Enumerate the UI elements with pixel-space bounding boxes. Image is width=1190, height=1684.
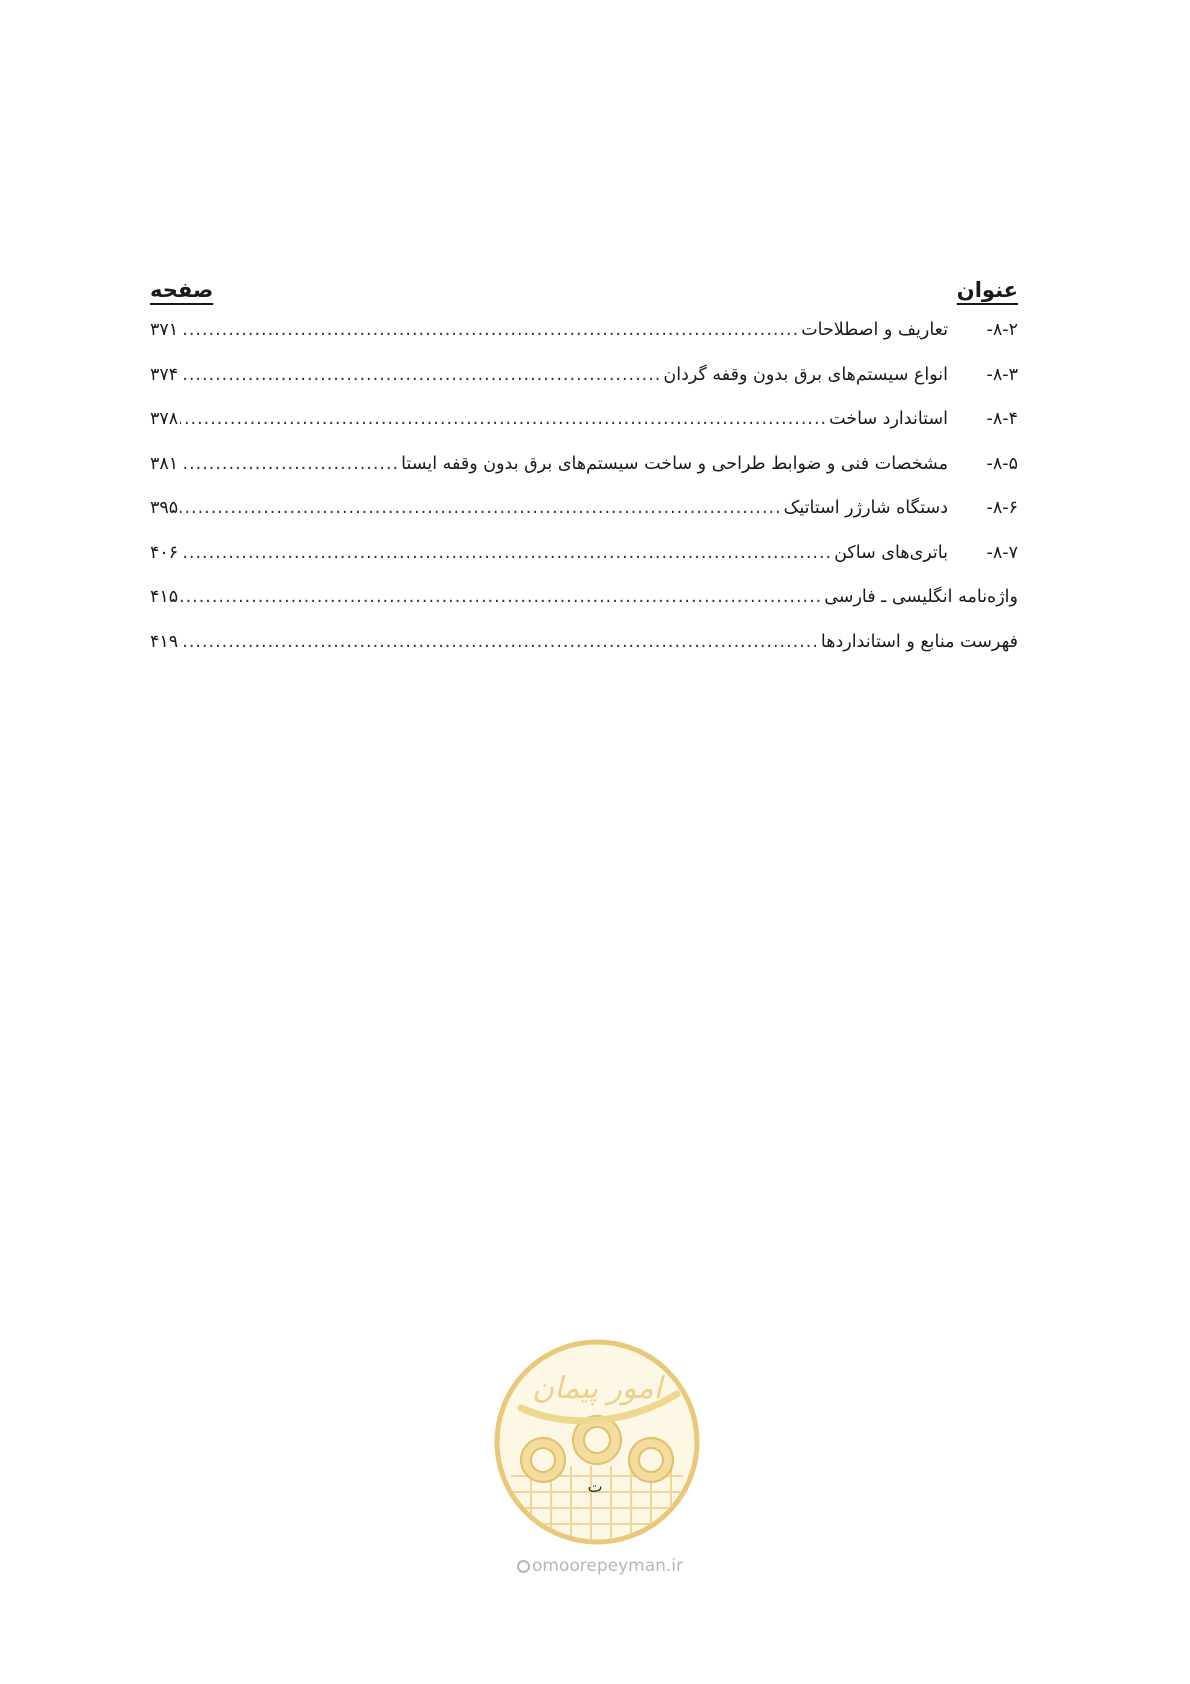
toc-entry[interactable] — [150, 632, 1018, 677]
entry-page: ۳۷۴ — [150, 364, 179, 385]
toc-entry[interactable] — [150, 587, 1018, 632]
entry-page: ۳۸۱ — [150, 453, 179, 474]
entry-number: ۸-۵- — [986, 453, 1018, 474]
entry-title: فهرست منابع و استانداردها — [820, 631, 1018, 652]
entry-number: ۸-۲- — [986, 320, 1018, 340]
watermark-url: omoorepeyman.ir — [500, 1556, 700, 1576]
entry-number: ۸-۴- — [986, 409, 1018, 429]
entry-page: ۴۱۵ — [150, 587, 179, 607]
globe-icon — [517, 1560, 530, 1573]
entry-title: تعاریف و اصطلاحات — [801, 320, 948, 340]
toc-header — [150, 262, 1018, 302]
entry-page: ۴۱۹ — [150, 631, 179, 652]
toc-entry[interactable] — [150, 498, 1018, 543]
toc-entry[interactable] — [150, 543, 1018, 588]
title-column-header: عنوان — [956, 278, 1018, 302]
table-of-contents — [150, 262, 1018, 676]
entry-number: ۸-۷- — [986, 542, 1018, 563]
page-column-header: صفحه — [150, 278, 214, 302]
toc-entry[interactable] — [150, 454, 1018, 499]
entry-page: ۳۷۸ — [150, 409, 179, 429]
toc-entry[interactable] — [150, 365, 1018, 410]
entry-page: ۳۷۱ — [150, 320, 179, 340]
leader-dots — [180, 498, 781, 518]
leader-dots — [180, 632, 819, 652]
entry-page: ۳۹۵ — [150, 498, 179, 518]
toc-entry[interactable] — [150, 409, 1018, 454]
leader-dots — [180, 454, 399, 474]
entry-title: انواع سیستم‌های برق بدون وقفه گردان — [663, 364, 948, 385]
entry-number: ۸-۶- — [986, 498, 1018, 518]
watermark-seal-icon — [491, 1336, 703, 1548]
entry-title: باتری‌های ساکن — [834, 542, 948, 563]
entry-page: ۴۰۶ — [150, 542, 179, 563]
leader-dots — [180, 409, 827, 429]
entry-title: واژه‌نامه انگلیسی ـ فارسی — [824, 587, 1018, 607]
leader-dots — [180, 365, 661, 385]
page-number: ت — [587, 1477, 603, 1496]
leader-dots — [180, 587, 822, 607]
toc-entry[interactable] — [150, 320, 1018, 365]
entry-title: استاندارد ساخت — [829, 409, 948, 429]
svg-text:امور پیمان: امور پیمان — [532, 1371, 662, 1406]
entry-number: ۸-۳- — [986, 364, 1018, 385]
entry-title: مشخصات فنی و ضوابط طراحی و ساخت سیستم‌های برق بدون وقفه ایستا — [401, 453, 948, 474]
leader-dots — [180, 543, 832, 563]
leader-dots — [180, 320, 799, 340]
entry-title: دستگاه شارژر استاتیک — [783, 498, 948, 518]
